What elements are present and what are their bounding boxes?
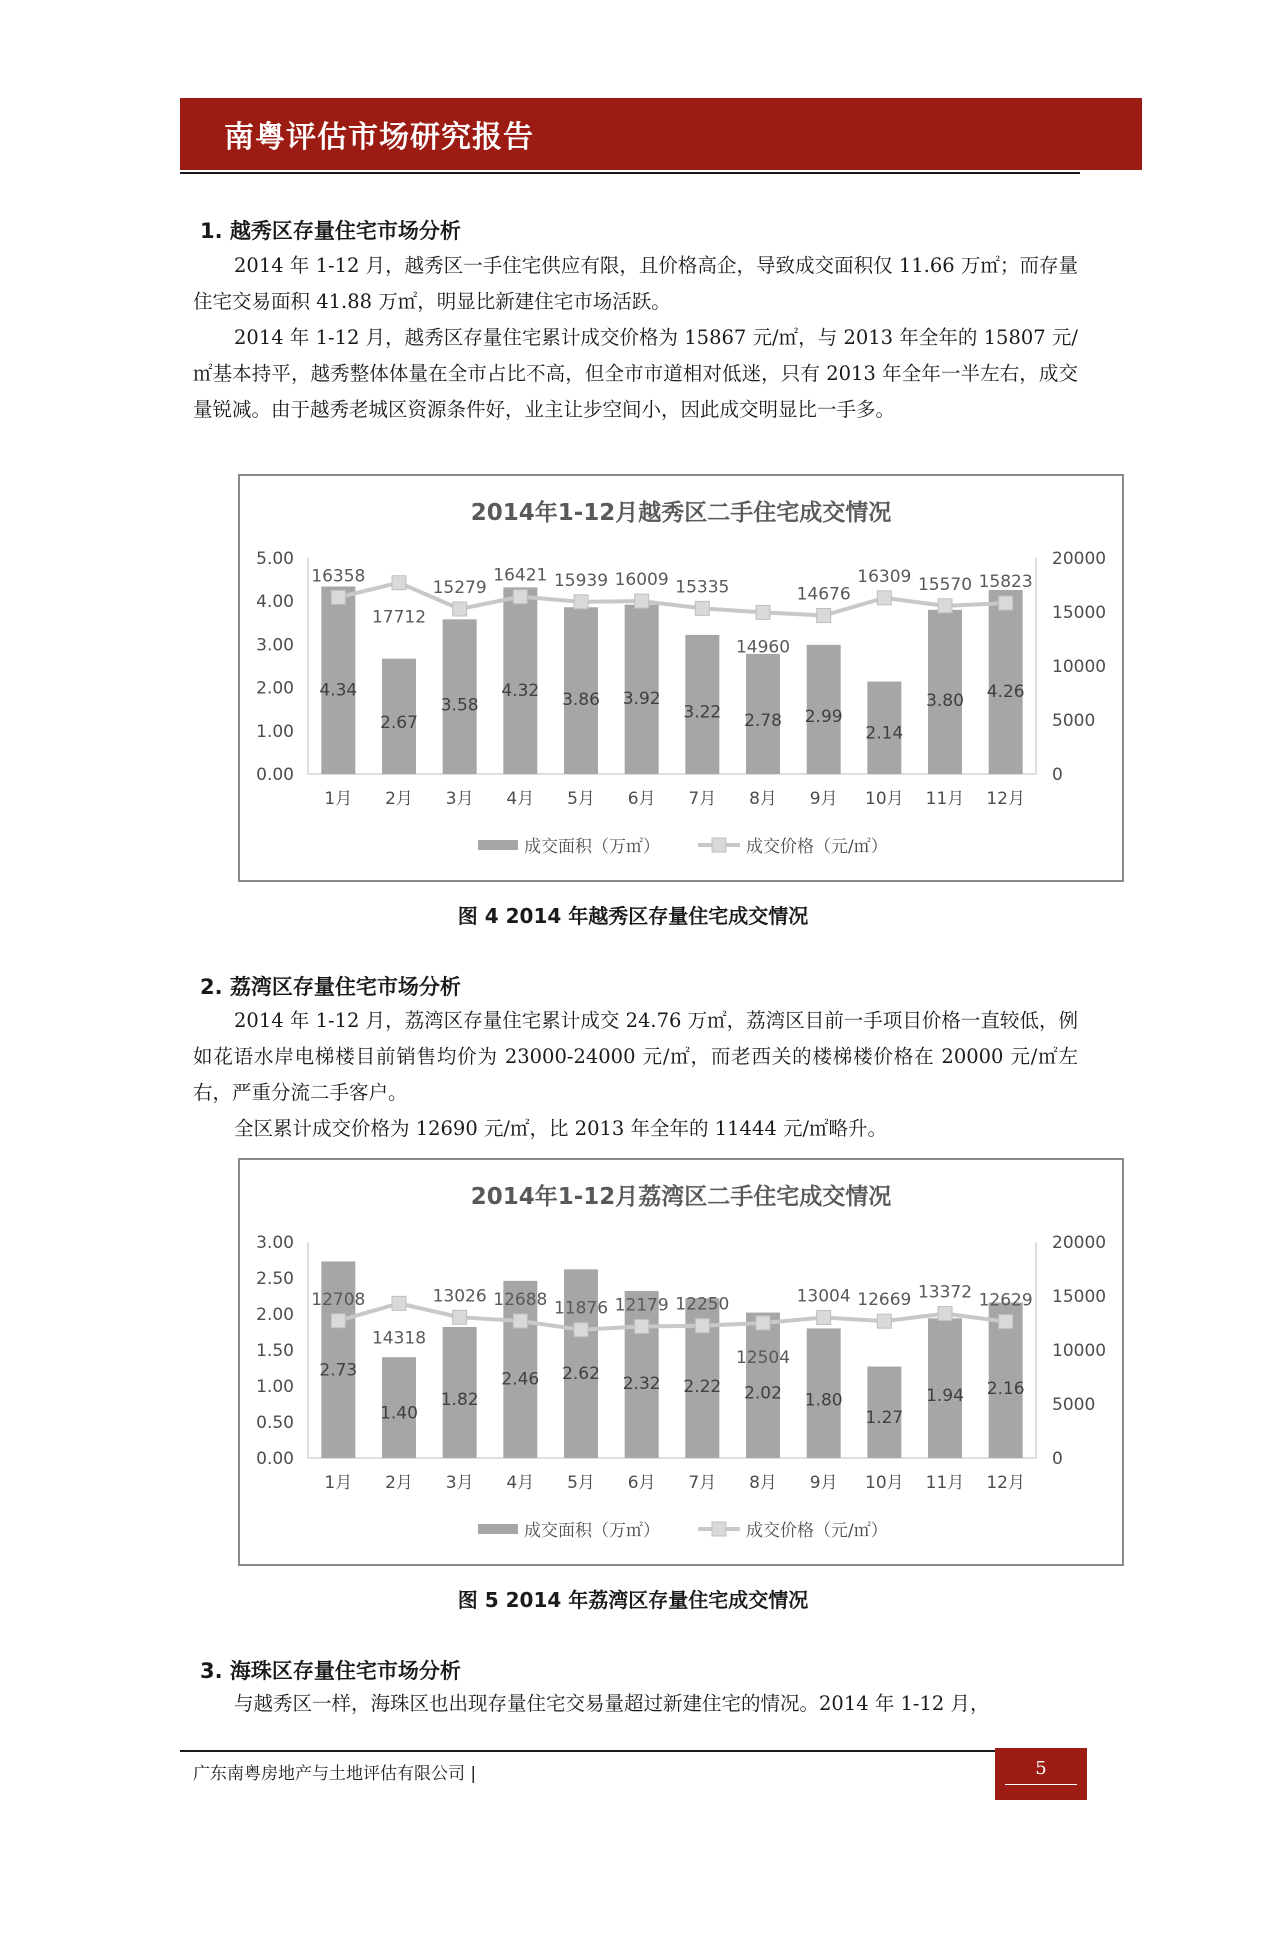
line-data-label: 15823: [978, 572, 1033, 593]
price-marker: [877, 591, 891, 605]
x-tick-label: 6月: [627, 1473, 656, 1493]
x-tick-label: 2月: [385, 789, 413, 809]
y-tick-label-right: 5000: [1052, 1395, 1096, 1415]
price-marker: [574, 1323, 588, 1337]
y-tick-label-left: 4.00: [256, 592, 294, 613]
chart-liwan-svg: [240, 1160, 1122, 1564]
header-bar: [180, 98, 1142, 170]
x-tick-label: 3月: [445, 789, 474, 809]
paragraph: 与越秀区一样，海珠区也出现存量住宅交易量超过新建住宅的情况。2014 年 1-12 月，: [234, 1692, 990, 1715]
line-data-label: 17712: [371, 607, 427, 628]
price-marker: [695, 601, 709, 615]
paragraph: 2014 年 1-12 月，越秀区存量住宅累计成交价格为 15867 元/㎡，与 2013 年全年的 15807 元/㎡基本持平，越秀整体体量在全市占比不高，但全市市道相对低迷，只有 2013 年全年一半左右，成交量锐减。由于越秀老城区资源条件好，业主让步空间小，因此成交明显比一手多。: [193, 326, 1078, 421]
y-tick-label-left: 1.50: [256, 1341, 294, 1361]
header-rule: [180, 172, 1080, 174]
price-marker: [938, 1307, 952, 1321]
paragraph: 2014 年 1-12 月，荔湾区存量住宅累计成交 24.76 万㎡，荔湾区目前一手项目价格一直较低，例如花语水岸电梯楼目前销售均价为 23000-24000 元/㎡，而老西关的楼梯楼价格在 20000 元/㎡左右，严重分流二手客户。: [193, 1009, 1078, 1104]
line-data-label: 12669: [857, 1290, 912, 1311]
page-number-underline: [1005, 1784, 1077, 1785]
line-data-label: 12250: [675, 1294, 730, 1315]
bar-data-label: 4.32: [501, 681, 540, 702]
x-tick-label: 5月: [567, 789, 595, 809]
x-tick-label: 5月: [567, 1473, 595, 1493]
line-data-label: 15570: [917, 574, 973, 595]
x-tick-label: 12月: [986, 789, 1025, 809]
price-marker: [756, 605, 770, 619]
line-data-label: 14318: [371, 1328, 427, 1349]
chart-title: 2014年1-12月荔湾区二手住宅成交情况: [470, 1184, 892, 1210]
x-tick-label: 7月: [688, 1473, 717, 1493]
legend-bar-swatch: [478, 840, 518, 850]
x-tick-label: 6月: [627, 789, 656, 809]
price-marker: [392, 576, 406, 590]
report-title: 南粤评估市场研究报告: [224, 120, 534, 155]
legend-line-label: 成交价格（元/㎡）: [746, 837, 888, 857]
line-data-label: 15939: [553, 570, 609, 591]
bar-data-label: 1.27: [865, 1407, 904, 1428]
legend-bar-swatch: [478, 1524, 518, 1534]
line-data-label: 13004: [796, 1286, 851, 1307]
bar-data-label: 3.86: [562, 689, 600, 710]
x-tick-label: 10月: [865, 789, 904, 809]
line-data-label: 14960: [735, 637, 791, 658]
x-tick-label: 1月: [324, 789, 353, 809]
legend-bar-label: 成交面积（万㎡）: [524, 1521, 660, 1541]
price-marker: [513, 590, 527, 604]
line-data-label: 16358: [311, 566, 366, 587]
price-marker: [695, 1319, 709, 1333]
line-data-label: 13026: [432, 1286, 487, 1307]
price-marker: [635, 594, 649, 608]
line-data-label: 16421: [493, 565, 548, 586]
line-data-label: 12629: [978, 1290, 1033, 1311]
price-marker: [756, 1316, 770, 1330]
bar-data-label: 2.14: [865, 723, 904, 744]
y-tick-label-right: 20000: [1052, 1233, 1107, 1253]
price-marker: [392, 1296, 406, 1310]
x-tick-label: 11月: [925, 789, 965, 809]
bar-data-label: 2.46: [501, 1369, 540, 1390]
x-tick-label: 4月: [506, 789, 535, 809]
line-data-label: 16009: [614, 570, 669, 591]
y-tick-label-right: 15000: [1052, 1287, 1107, 1307]
y-tick-label-left: 2.50: [256, 1269, 294, 1289]
x-tick-label: 9月: [809, 789, 838, 809]
bar-data-label: 3.22: [683, 702, 722, 723]
line-data-label: 15335: [675, 577, 730, 598]
bar-data-label: 4.34: [319, 680, 358, 701]
price-marker: [513, 1314, 527, 1328]
y-tick-label-right: 5000: [1052, 711, 1096, 731]
x-tick-label: 9月: [809, 1473, 838, 1493]
price-marker: [453, 602, 467, 616]
x-tick-label: 11月: [925, 1473, 965, 1493]
line-data-label: 13372: [917, 1282, 973, 1303]
legend-line-marker: [712, 1522, 726, 1536]
footer-company: 广东南粤房地产与土地评估有限公司 |: [193, 1764, 477, 1784]
figure-caption-4: 图 4 2014 年越秀区存量住宅成交情况: [457, 904, 809, 928]
x-tick-label: 8月: [749, 1473, 777, 1493]
line-data-label: 12179: [614, 1295, 669, 1316]
y-tick-label-left: 0.00: [256, 765, 294, 785]
x-tick-label: 2月: [385, 1473, 413, 1493]
x-tick-label: 12月: [986, 1473, 1025, 1493]
paragraph: 全区累计成交价格为 12690 元/㎡，比 2013 年全年的 11444 元/㎡略升。: [234, 1117, 888, 1140]
chart-yuexiu-svg: [240, 476, 1122, 880]
y-tick-label-left: 1.00: [256, 1377, 294, 1397]
price-marker: [453, 1310, 467, 1324]
bar-data-label: 3.58: [440, 695, 479, 716]
y-tick-label-left: 0.50: [256, 1413, 294, 1433]
bar-data-label: 3.80: [926, 691, 964, 712]
page-number: 5: [1035, 1758, 1047, 1779]
section-heading-yuexiu: 1. 越秀区存量住宅市场分析: [200, 219, 461, 243]
y-tick-label-right: 20000: [1052, 549, 1107, 569]
chart-title: 2014年1-12月越秀区二手住宅成交情况: [470, 500, 892, 526]
paragraph: 2014 年 1-12 月，越秀区一手住宅供应有限，且价格高企，导致成交面积仅 11.66 万㎡；而存量住宅交易面积 41.88 万㎡，明显比新建住宅市场活跃。: [193, 254, 1078, 313]
legend-bar-label: 成交面积（万㎡）: [524, 837, 660, 857]
y-tick-label-left: 2.00: [256, 678, 294, 699]
legend-line-label: 成交价格（元/㎡）: [746, 1521, 888, 1541]
y-tick-label-left: 1.00: [256, 721, 294, 742]
y-tick-label-right: 0: [1052, 1449, 1063, 1469]
chart-liwan: [238, 1158, 1124, 1566]
x-tick-label: 7月: [688, 789, 717, 809]
section-heading-liwan: 2. 荔湾区存量住宅市场分析: [200, 975, 461, 999]
bar-data-label: 2.78: [744, 710, 782, 731]
y-tick-label-left: 3.00: [256, 1233, 294, 1253]
bar-data-label: 2.22: [683, 1377, 722, 1398]
bar-data-label: 2.67: [380, 713, 418, 734]
price-marker: [574, 595, 588, 609]
bar-data-label: 4.26: [986, 682, 1025, 703]
x-tick-label: 3月: [445, 1473, 474, 1493]
bar-data-label: 2.32: [622, 1373, 661, 1394]
y-tick-label-right: 0: [1052, 765, 1063, 785]
figure-caption-5: 图 5 2014 年荔湾区存量住宅成交情况: [457, 1588, 809, 1612]
x-tick-label: 4月: [506, 1473, 535, 1493]
y-tick-label-left: 5.00: [256, 549, 294, 569]
y-tick-label-right: 10000: [1052, 1341, 1107, 1361]
y-tick-label-right: 15000: [1052, 603, 1107, 623]
bar-data-label: 3.92: [622, 688, 661, 709]
bar-data-label: 1.80: [804, 1390, 843, 1411]
line-data-label: 12708: [311, 1289, 366, 1310]
page-number-badge: [995, 1748, 1087, 1800]
line-data-label: 11876: [553, 1298, 609, 1319]
bar-data-label: 2.16: [986, 1379, 1025, 1400]
bar-data-label: 2.73: [319, 1360, 358, 1381]
bar-data-label: 2.02: [744, 1383, 782, 1404]
line-data-label: 14676: [796, 584, 851, 605]
bar-data-label: 1.82: [440, 1390, 479, 1411]
bar-data-label: 2.62: [562, 1364, 600, 1385]
price-marker: [999, 596, 1013, 610]
y-tick-label-left: 3.00: [256, 635, 294, 656]
price-marker: [877, 1314, 891, 1328]
x-tick-label: 10月: [865, 1473, 904, 1493]
price-marker: [817, 608, 831, 622]
price-marker: [331, 590, 345, 604]
section-heading-haizhu: 3. 海珠区存量住宅市场分析: [200, 1659, 461, 1683]
price-marker: [938, 599, 952, 613]
price-marker: [817, 1311, 831, 1325]
price-marker: [635, 1319, 649, 1333]
x-tick-label: 1月: [324, 1473, 353, 1493]
line-data-label: 12688: [493, 1289, 548, 1310]
x-tick-label: 8月: [749, 789, 777, 809]
chart-yuexiu: [238, 474, 1124, 882]
bar-data-label: 1.40: [380, 1403, 418, 1424]
bar-data-label: 1.94: [926, 1386, 964, 1407]
y-tick-label-left: 2.00: [256, 1305, 294, 1325]
legend-line-marker: [712, 838, 726, 852]
y-tick-label-left: 0.00: [256, 1449, 294, 1469]
footer-rule: [180, 1750, 1082, 1752]
price-marker: [999, 1315, 1013, 1329]
line-data-label: 15279: [432, 577, 487, 598]
y-tick-label-right: 10000: [1052, 657, 1107, 677]
price-marker: [331, 1314, 345, 1328]
bar-data-label: 2.99: [804, 706, 843, 727]
line-data-label: 12504: [735, 1347, 791, 1368]
line-data-label: 16309: [857, 566, 912, 587]
